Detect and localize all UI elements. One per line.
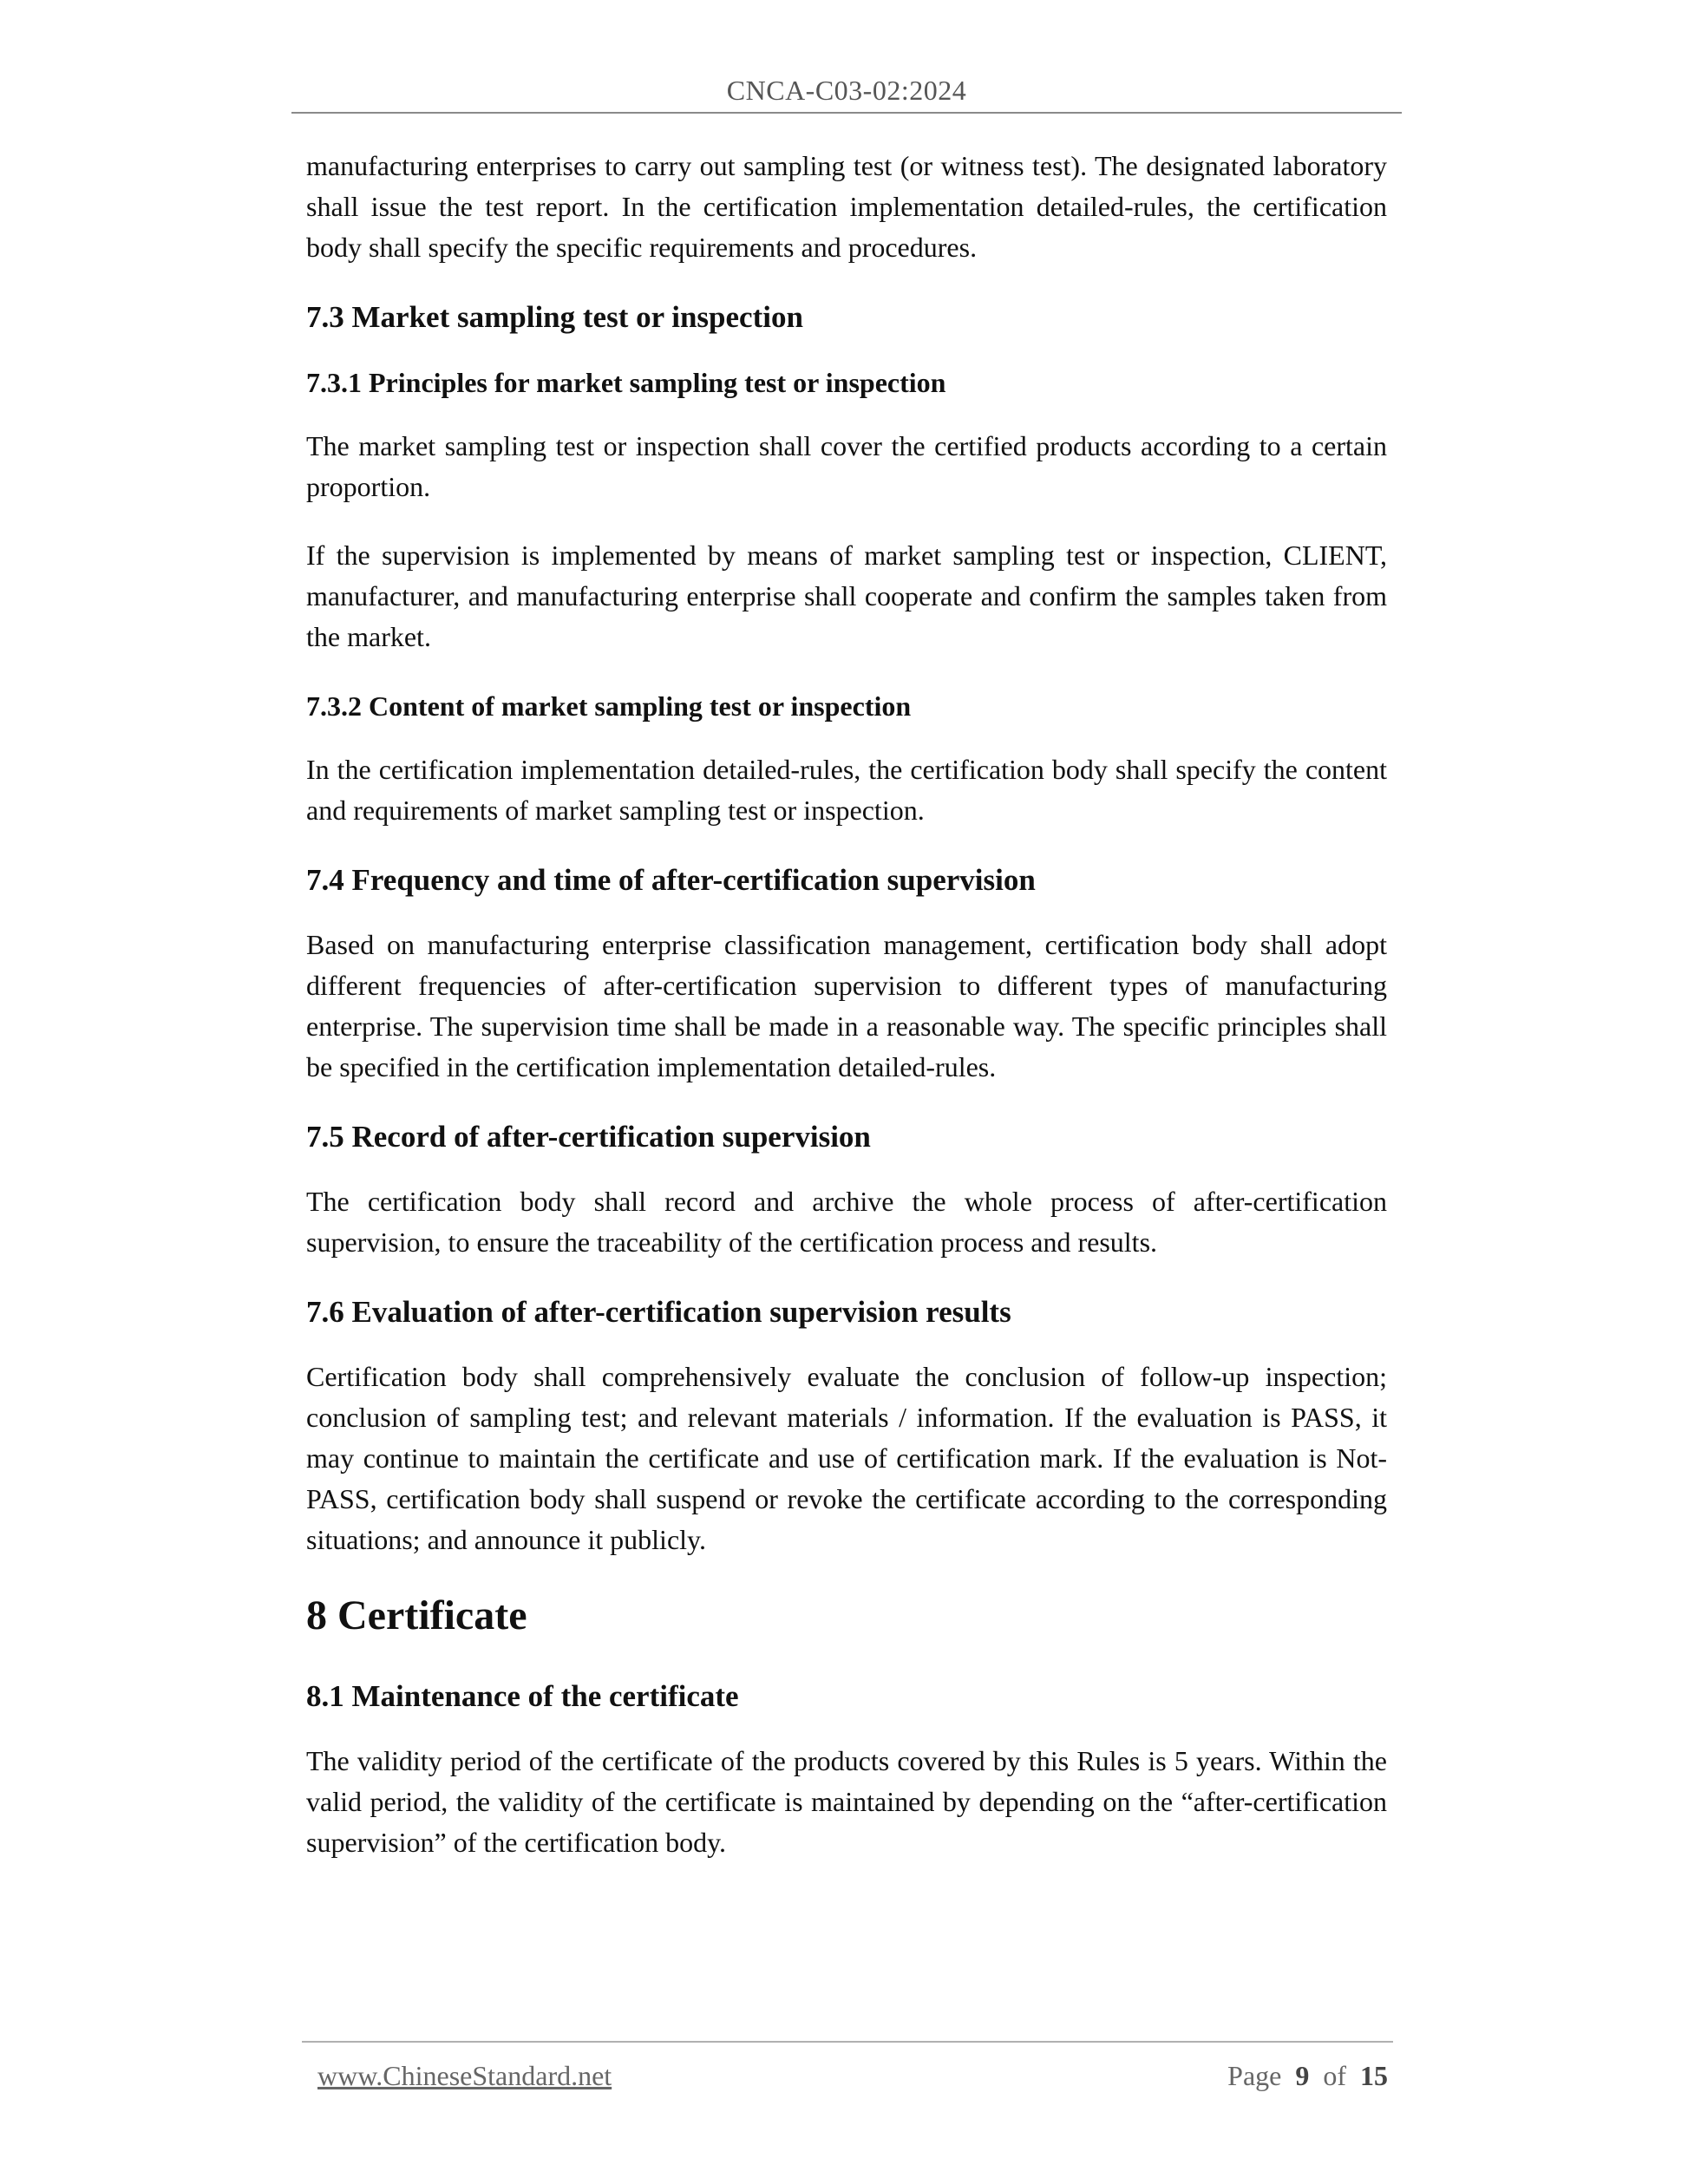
footer-divider xyxy=(302,2041,1393,2043)
paragraph-7-6: Certification body shall comprehensively evaluate the conclusion of follow-up inspection; conclusion of sampling test; and relevant materials / information. If the evaluation is PASS, it may continue to maintain the certificate and use of certification mark. If the evaluation is Not-PASS, certification body shall suspend or revoke the certificate according to the corresponding situations; and announce it publicly. xyxy=(306,1361,1387,1555)
heading-7-5: 7.5 Record of after-certification supervision xyxy=(306,1120,871,1154)
heading-7-3-1: 7.3.1 Principles for market sampling test or inspection xyxy=(306,367,946,398)
paragraph-8-1: The validity period of the certificate of the products covered by this Rules is 5 years. Within the valid period, the validity of the certificate is maintained by depending on the “after-certification supervision” of the certification body. xyxy=(306,1745,1387,1858)
page-total: 15 xyxy=(1360,2060,1388,2091)
page-current: 9 xyxy=(1295,2060,1310,2091)
paragraph-7-3-1-b: If the supervision is implemented by means of market sampling test or inspection, CLIENT, manufacturer, and manufacturing enterprise shall cooperate and confirm the samples taken from the market. xyxy=(306,539,1387,652)
heading-8-1: 8.1 Maintenance of the certificate xyxy=(306,1679,739,1713)
heading-8: 8 Certificate xyxy=(306,1592,527,1638)
page-number xyxy=(1227,2060,1388,2092)
heading-7-3-2: 7.3.2 Content of market sampling test or inspection xyxy=(306,690,912,722)
paragraph-intro: manufacturing enterprises to carry out sampling test (or witness test). The designated laboratory shall issue the test report. In the certification implementation detailed-rules, the certification body shall specify the specific requirements and procedures. xyxy=(306,150,1387,263)
paragraph-7-5: The certification body shall record and archive the whole process of after-certification supervision, to ensure the traceability of the certification process and results. xyxy=(306,1186,1387,1258)
heading-7-4: 7.4 Frequency and time of after-certification supervision xyxy=(306,863,1036,897)
header-divider xyxy=(291,112,1402,114)
page-word: Page xyxy=(1227,2060,1282,2091)
paragraph-7-4: Based on manufacturing enterprise classification management, certification body shall adopt different frequencies of after-certification supervision to different types of manufacturing enterprise. The supervision time shall be made in a reasonable way. The specific principles shall be specified in the certification implementation detailed-rules. xyxy=(306,929,1387,1082)
of-word: of xyxy=(1323,2060,1346,2091)
heading-7-3: 7.3 Market sampling test or inspection xyxy=(306,300,803,334)
heading-7-6: 7.6 Evaluation of after-certification supervision results xyxy=(306,1295,1011,1329)
page-header-doc-id: CNCA-C03-02:2024 xyxy=(726,75,967,106)
paragraph-7-3-1-a: The market sampling test or inspection shall cover the certified products according to a certain proportion. xyxy=(306,430,1387,502)
website-link[interactable]: www.ChineseStandard.net xyxy=(317,2060,612,2091)
paragraph-7-3-2: In the certification implementation detailed-rules, the certification body shall specify the content and requirements of market sampling test or inspection. xyxy=(306,754,1387,826)
document-body xyxy=(306,146,1387,1891)
